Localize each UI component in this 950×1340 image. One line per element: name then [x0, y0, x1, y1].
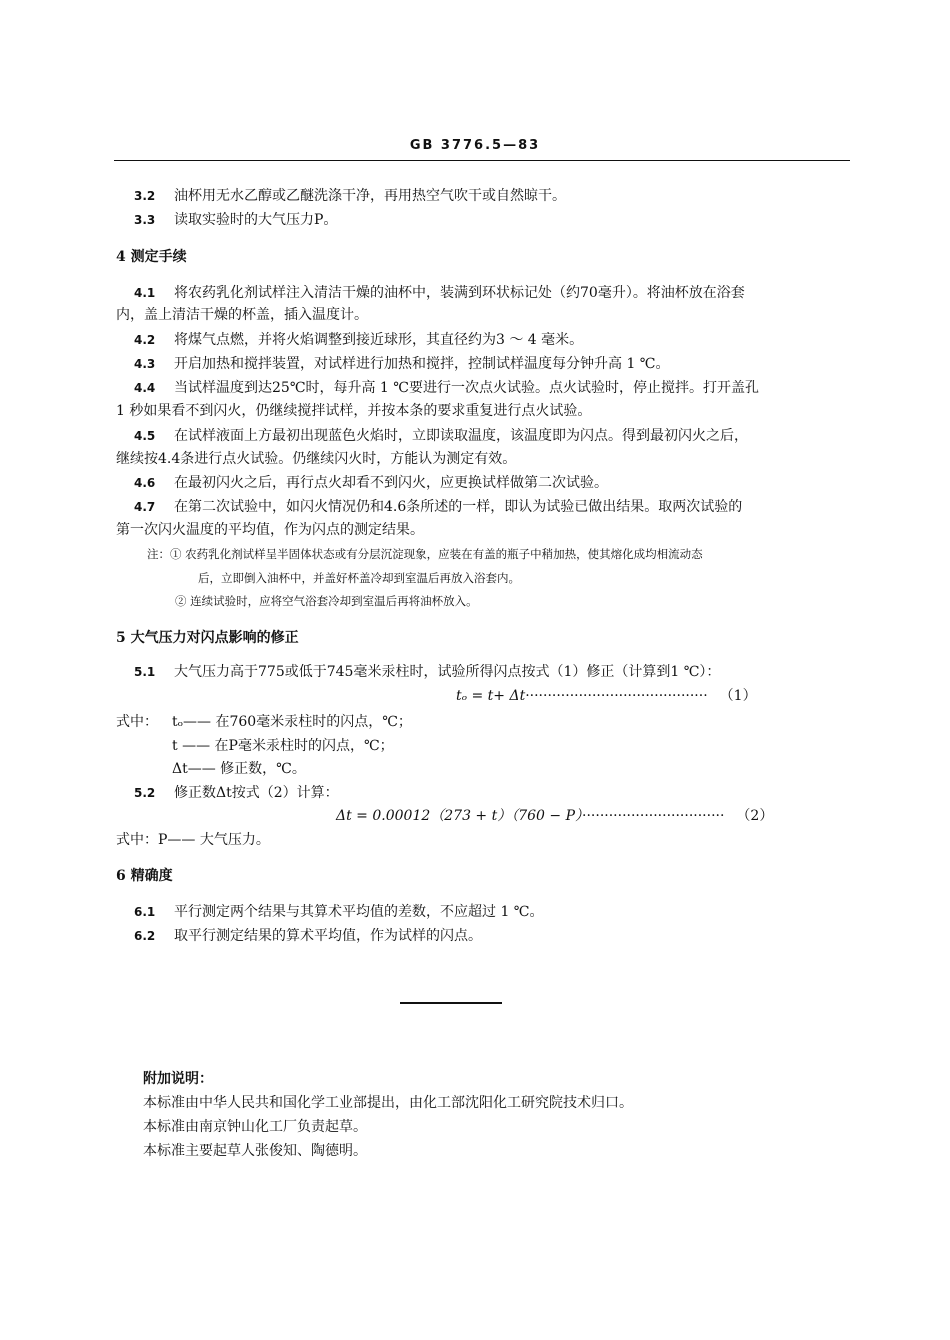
- section-6-title: 6 精确度: [116, 868, 173, 884]
- formula-expression: tₒ = t+ Δt: [456, 688, 526, 704]
- clause-4-1-cont: 内，盖上清洁干燥的杯盖，插入温度计。: [116, 307, 368, 323]
- leader-dots: ·········································: [525, 688, 708, 704]
- appendix-title: 附加说明：: [143, 1071, 213, 1087]
- clause-5-2: [134, 783, 339, 803]
- clause-4-4-cont: 1 秒如果看不到闪火，仍继续搅拌试样，并按本条的要求重复进行点火试验。: [116, 403, 592, 419]
- clause-text: 在最初闪火之后，再行点火却看不到闪火，应更换试样做第二次试验。: [174, 475, 608, 491]
- note-2: ② 连续试验时，应将空气浴套冷却到室温后再将油杯放入。: [175, 594, 478, 608]
- clause-text: 开启加热和搅拌装置，对试样进行加热和搅拌，控制试样温度每分钟升高 1 ℃。: [174, 356, 670, 372]
- clause-4-2: [134, 330, 583, 350]
- note-1: [147, 545, 703, 563]
- section-5-title: 5 大气压力对闪点影响的修正: [116, 630, 299, 646]
- clause-number: 5.1: [134, 665, 156, 679]
- clause-4-4: [134, 378, 759, 398]
- clause-number: 5.2: [134, 786, 156, 800]
- clause-4-7: [134, 497, 742, 517]
- leader-dots: ································: [582, 808, 725, 824]
- clause-5-1: [134, 662, 720, 682]
- clause-text: 当试样温度到达25℃时，每升高 1 ℃要进行一次点火试验。点火试验时，停止搅拌。打开盖孔: [174, 380, 759, 396]
- formula-number: （2）: [736, 808, 774, 824]
- clause-4-3: [134, 354, 669, 374]
- note-1-cont: 后，立即倒入油杯中，并盖好杯盖冷却到室温后再放入浴套内。: [198, 571, 520, 585]
- formula-1: [456, 686, 757, 706]
- section-4-title: 4 测定手续: [116, 249, 187, 265]
- clause-6-1: [134, 902, 543, 922]
- clause-4-7-cont: 第一次闪火温度的平均值，作为闪点的测定结果。: [116, 522, 424, 538]
- appendix-line-3: 本标准主要起草人张俊知、陶德明。: [143, 1143, 367, 1159]
- header-rule: [114, 160, 850, 161]
- clause-4-1: [134, 283, 745, 303]
- definition-t: t —— 在P毫米汞柱时的闪点，℃；: [172, 738, 394, 754]
- clause-4-6: [134, 473, 608, 493]
- clause-number: 4.4: [134, 381, 156, 395]
- clause-number: 3.2: [134, 189, 156, 203]
- definition-t0: tₒ—— 在760毫米汞柱时的闪点，℃；: [172, 714, 412, 730]
- clause-text: 在试样液面上方最初出现蓝色火焰时，立即读取温度，该温度即为闪点。得到最初闪火之后，: [174, 428, 748, 444]
- clause-text: 在第二次试验中，如闪火情况仍和4.6条所述的一样，即认为试验已做出结果。取两次试验的: [174, 499, 743, 515]
- standard-code-header: GB 3776.5—83: [409, 138, 541, 153]
- clause-number: 6.1: [134, 905, 156, 919]
- clause-text: 读取实验时的大气压力P。: [174, 212, 338, 228]
- clause-number: 4.3: [134, 357, 156, 371]
- clause-text: 平行测定两个结果与其算术平均值的差数，不应超过 1 ℃。: [174, 904, 544, 920]
- note-label: 注：: [147, 547, 170, 561]
- clause-number: 4.1: [134, 286, 156, 300]
- clause-text: 取平行测定结果的算术平均值，作为试样的闪点。: [174, 928, 482, 944]
- formula-2: [336, 806, 773, 826]
- formula-number: （1）: [719, 688, 757, 704]
- clause-number: 4.7: [134, 500, 156, 514]
- formula-expression: Δt = 0.00012（273 + t）（760 − P）: [336, 808, 583, 824]
- clause-4-5-cont: 继续按4.4条进行点火试验。仍继续闪火时，方能认为测定有效。: [116, 451, 517, 467]
- end-rule: [400, 1002, 502, 1004]
- clause-text: 将农药乳化剂试样注入清洁干燥的油杯中，装满到环状标记处（约70毫升）。将油杯放在浴套: [174, 285, 745, 301]
- appendix-line-1: 本标准由中华人民共和国化学工业部提出，由化工部沈阳化工研究院技术归口。: [143, 1095, 633, 1111]
- clause-text: 修正数Δt按式（2）计算：: [174, 785, 339, 801]
- definition-delta-t: Δt—— 修正数，℃。: [172, 761, 306, 777]
- clause-number: 4.6: [134, 476, 156, 490]
- clause-text: 大气压力高于775或低于745毫米汞柱时，试验所得闪点按式（1）修正（计算到1 ℃）：: [174, 664, 721, 680]
- clause-number: 6.2: [134, 929, 156, 943]
- clause-number: 3.3: [134, 213, 156, 227]
- clause-6-2: [134, 926, 482, 946]
- note-text: ① 农药乳化剂试样呈半固体状态或有分层沉淀现象，应装在有盖的瓶子中稍加热，使其熔化成均相流动态: [170, 547, 703, 561]
- clause-3-3: [134, 210, 337, 230]
- where-label-1: 式中：: [116, 714, 158, 730]
- where-label-2: 式中：P—— 大气压力。: [116, 832, 270, 848]
- appendix-line-2: 本标准由南京钟山化工厂负责起草。: [143, 1119, 367, 1135]
- clause-number: 4.2: [134, 333, 156, 347]
- clause-text: 油杯用无水乙醇或乙醚洗涤干净，再用热空气吹干或自然晾干。: [174, 188, 566, 204]
- clause-number: 4.5: [134, 429, 156, 443]
- clause-3-2: [134, 186, 566, 206]
- clause-4-5: [134, 426, 748, 446]
- clause-text: 将煤气点燃，并将火焰调整到接近球形，其直径约为3 ～ 4 毫米。: [174, 332, 584, 348]
